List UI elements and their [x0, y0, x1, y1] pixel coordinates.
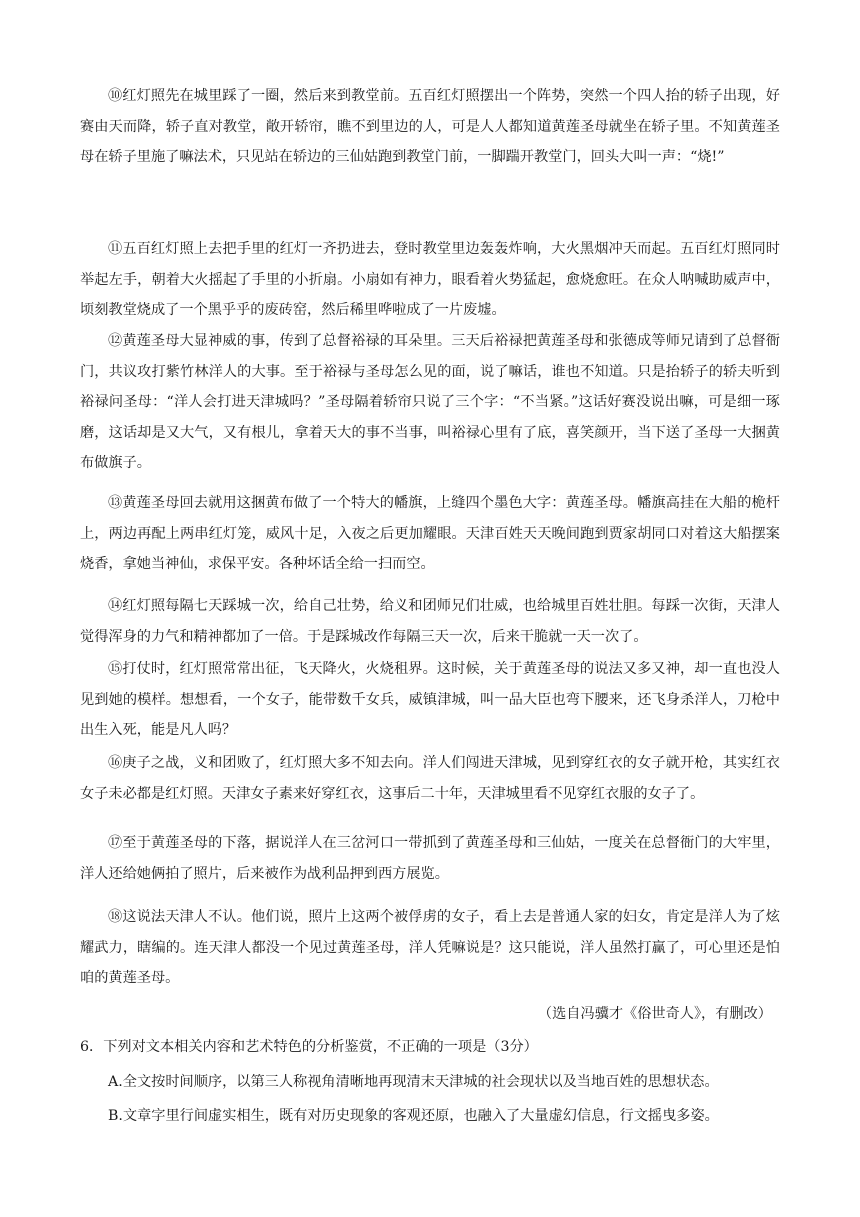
option-a: A.全文按时间顺序，以第三人称视角清晰地再现清末天津城的社会现状以及当地百姓的思想状态。: [108, 1074, 719, 1090]
question-stem: 6．下列对文本相关内容和艺术特色的分析鉴赏，不正确的一项是（3分）: [80, 1039, 538, 1055]
paragraph-11: ⑪五百红灯照上去把手里的红灯一齐扔进去，登时教堂里边轰轰炸响，大火黑烟冲天而起。五百红灯照同时举起左手，朝着大火摇起了手里的小折扇。小扇如有神力，眼看着火势猛起，愈烧愈旺。在众人呐喊助威声中，顷刻教堂烧成了一个黑乎乎的废砖窑，然后稀里哗啦成了一片废墟。: [80, 241, 780, 319]
option-b: B.文章字里行间虚实相生，既有对历史现象的客观还原，也融入了大量虚幻信息，行文摇曳多姿。: [108, 1108, 719, 1124]
source-citation: （选自冯骥才《俗世奇人》，有删改）: [537, 1006, 772, 1022]
paragraph-14: ⑭红灯照每隔七天踩城一次，给自己壮势，给义和团师兄们壮威，也给城里百姓壮胆。每踩一次街，天津人觉得浑身的力气和精神都加了一倍。于是踩城改作每隔三天一次，后来干脆就一天一次了。: [80, 598, 780, 645]
paragraph-18: ⑱这说法天津人不认。他们说，照片上这两个被俘虏的女子，看上去是普通人家的妇女，肯定是洋人为了炫耀武力，瞎编的。连天津人都没一个见过黄莲圣母，洋人凭嘛说是？这只能说，洋人虽然打赢了，可心里还是怕咱的黄莲圣母。: [80, 909, 780, 987]
paragraph-16: ⑯庚子之战，义和团败了，红灯照大多不知去向。洋人们闯进天津城，见到穿红衣的女子就开枪，其实红衣女子未必都是红灯照。天津女子素来好穿红衣，这事后二十年，天津城里看不见穿红衣服的女子了。: [80, 755, 780, 802]
paragraph-10: ⑩红灯照先在城里踩了一圈，然后来到教堂前。五百红灯照摆出一个阵势，突然一个四人抬的轿子出现，好赛由天而降，轿子直对教堂，敞开轿帘，瞧不到里边的人，可是人人都知道黄莲圣母就坐在轿子里。不知黄莲圣母在轿子里施了嘛法术，只见站在轿边的三仙姑跑到教堂门前，一脚踹开教堂门，回头大叫一声：“烧!”: [80, 88, 780, 166]
paragraph-13: ⑬黄莲圣母回去就用这捆黄布做了一个特大的幡旗，上缝四个墨色大字：黄莲圣母。幡旗高挂在大船的桅杆上，两边再配上两串红灯笼，威风十足，入夜之后更加耀眼。天津百姓天天晚间跑到贾家胡同口对着这大船摆案烧香，拿她当神仙，求保平安。各种坏话全给一扫而空。: [80, 495, 780, 573]
paragraph-17: ⑰至于黄莲圣母的下落，据说洋人在三岔河口一带抓到了黄莲圣母和三仙姑，一度关在总督衙门的大牢里，洋人还给她俩拍了照片，后来被作为战利品押到西方展览。: [80, 835, 780, 882]
paragraph-12: ⑫黄莲圣母大显神威的事，传到了总督裕禄的耳朵里。三天后裕禄把黄莲圣母和张德成等师兄请到了总督衙门，共议攻打紫竹林洋人的大事。至于裕禄与圣母怎么见的面，说了嘛话，谁也不知道。只是抬轿子的轿夫听到裕禄问圣母：“洋人会打进天津城吗？”圣母隔着轿帘只说了三个字：“不当紧。”这话好赛没说出嘛，可是细一琢磨，这话却是又大气，又有根儿，拿着天大的事不当事，叫裕禄心里有了底，喜笑颜开，当下送了圣母一大捆黄布做旗子。: [80, 333, 780, 472]
paragraph-15: ⑮打仗时，红灯照常常出征，飞天降火，火烧租界。这时候，关于黄莲圣母的说法又多又神，却一直也没人见到她的模样。想想看，一个女子，能带数千女兵，威镇津城，叫一品大臣也弯下腰来，还飞身杀洋人，刀枪中出生入死，能是凡人吗？: [80, 661, 780, 739]
